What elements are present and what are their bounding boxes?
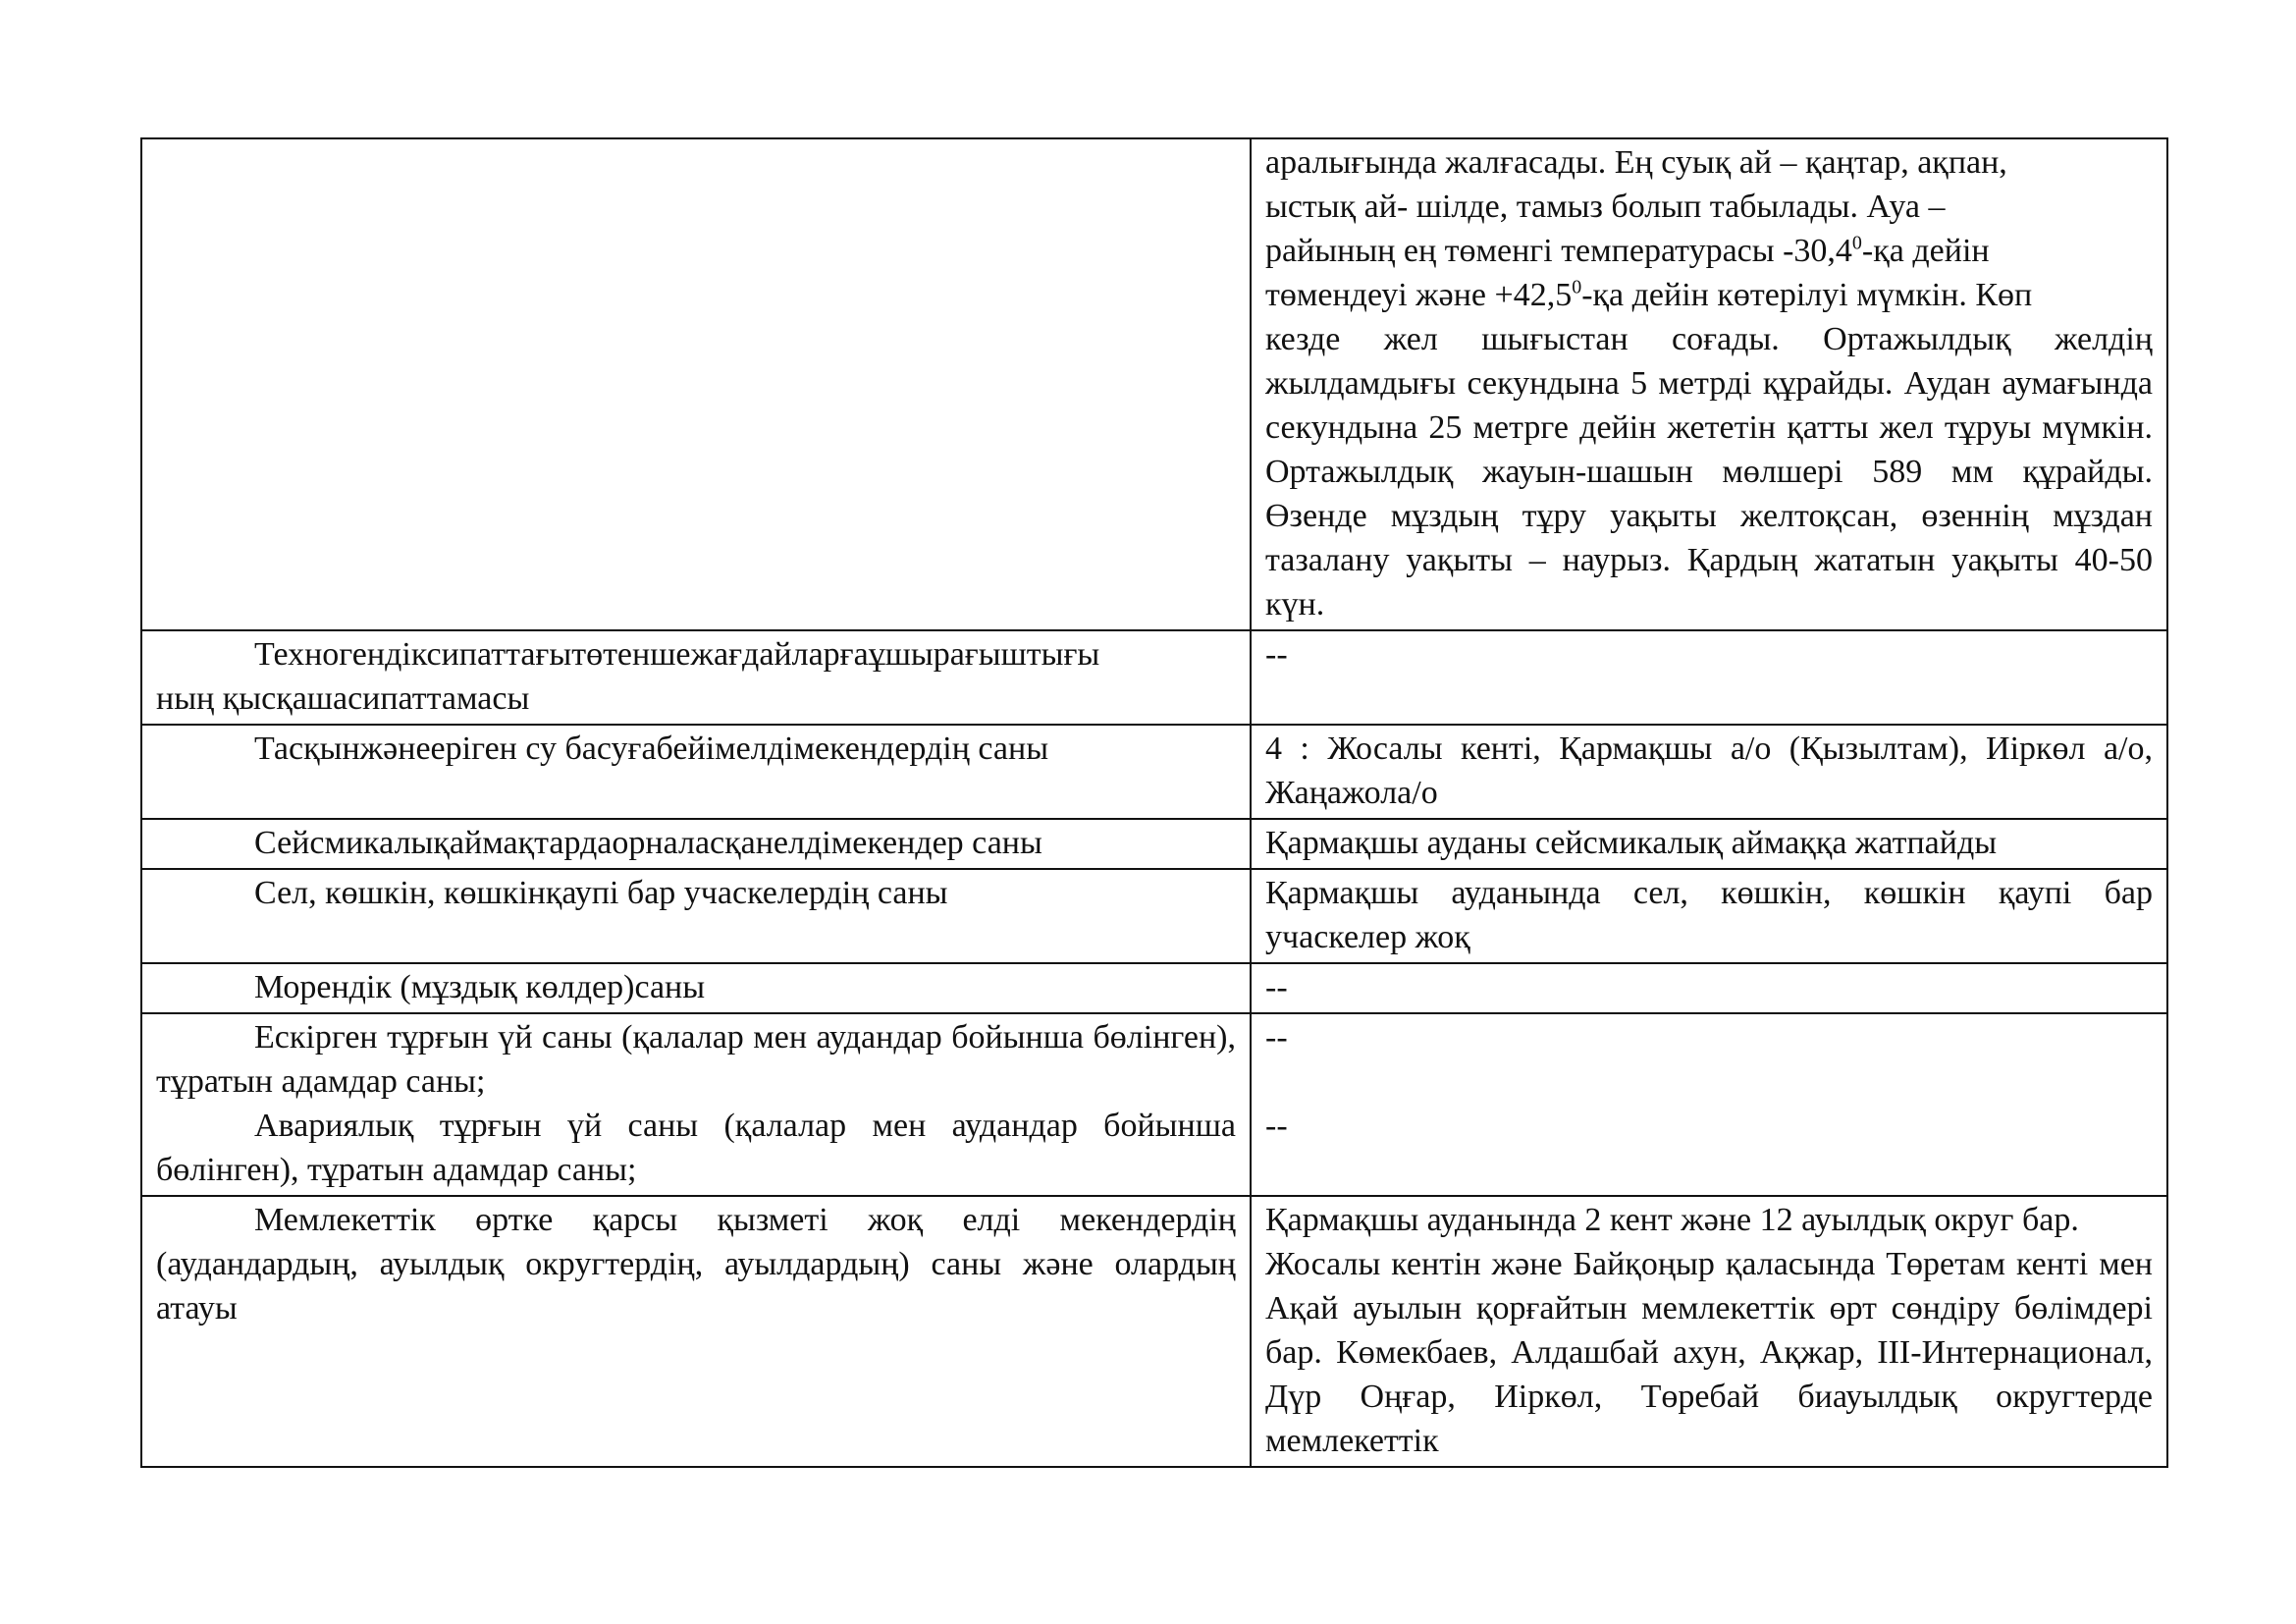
table-row <box>141 963 2167 1013</box>
table-row <box>141 630 2167 725</box>
table-row <box>141 1013 2167 1196</box>
row-value-cell: 4 : Жосалы кенті, Қармақшы а/о (Қызылтам), Иіркөл а/о, Жаңажола/о <box>1251 725 2167 819</box>
row-value-cell <box>1251 1013 2167 1196</box>
row-value: Жосалы кентін және Байқоңыр қаласында Төретам кенті мен Ақай ауылын қорғайтын мемлекеттік өрт сөндіру бөлімдері бар. Көмекбаев, Алдашбай ахун, Ақжар, ІІІ-Интернационал, Дүр Оңғар, Иіркөл, Төребай биауылдық округтерде мемлекеттік <box>1265 1246 2153 1459</box>
table-row <box>141 725 2167 819</box>
temp-text: -қа дейін <box>1861 233 1990 269</box>
degree-superscript: 0 <box>1851 232 1862 254</box>
climate-temp-line <box>1265 229 2153 273</box>
hazard-info-table <box>140 137 2168 1468</box>
row-value: -- <box>1265 1108 1288 1144</box>
row-label: Морендік (мұздық көлдер)саны <box>254 969 706 1005</box>
row-label: Мемлекеттік өртке қарсы қызметі жоқ елді мекендердің (аудандардың, ауылдық округтердің, ауылдардың) саны және олардың атауы <box>156 1202 1236 1326</box>
row-label: Ескірген тұрғын үй саны (қалалар мен аудандар бойынша бөлінген), тұратын адамдар саны; <box>156 1019 1236 1100</box>
climate-line: ыстық ай- шілде, тамыз болып табылады. Ауа – <box>1265 189 1946 225</box>
row-label: Сейсмикалықаймақтардаорналасқанелдімекендер саны <box>254 825 1042 861</box>
table-cell-empty <box>141 138 1251 630</box>
row-value-cell: Қармақшы ауданында сел, көшкін, көшкін қаупі бар учаскелер жоқ <box>1251 869 2167 963</box>
climate-description-cell <box>1251 138 2167 630</box>
row-label: Тасқынжәнееріген су басуғабейімелдімекендердің саны <box>254 731 1049 767</box>
row-value: Қармақшы ауданында 2 кент және 12 ауылдық округ бар. <box>1265 1202 2079 1238</box>
table-row <box>141 869 2167 963</box>
temp-text: төмендеуі және +42,5 <box>1265 277 1573 313</box>
spacer <box>1265 1059 2153 1104</box>
row-value-cell: -- <box>1251 630 2167 725</box>
climate-line: аралығында жалғасады. Ең суық ай – қаңтар, ақпан, <box>1265 144 2007 181</box>
row-label: Техногендіксипаттағытөтеншежағдайларғаұшырағыштығы <box>254 636 1100 673</box>
row-label: Сел, көшкін, көшкінқаупі бар учаскелердің саны <box>254 875 948 911</box>
row-label-cell <box>141 630 1251 725</box>
temp-text: райының ең төменгі температурасы -30,4 <box>1265 233 1852 269</box>
climate-temp-line <box>1265 273 2153 317</box>
row-value-cell: -- <box>1251 963 2167 1013</box>
row-value-cell: Қармақшы ауданы сейсмикалық аймаққа жатпайды <box>1251 819 2167 869</box>
degree-superscript: 0 <box>1572 276 1582 298</box>
row-value-cell <box>1251 1196 2167 1467</box>
row-label-cell <box>141 1013 1251 1196</box>
table-row <box>141 1196 2167 1467</box>
row-label-cell <box>141 1196 1251 1467</box>
temp-text: -қа дейін көтерілуі мүмкін. Көп <box>1581 277 2033 313</box>
row-label: ның қысқашасипаттамасы <box>156 680 530 717</box>
row-label-cell <box>141 819 1251 869</box>
table-row <box>141 819 2167 869</box>
row-label-cell <box>141 963 1251 1013</box>
row-label: Авариялық тұрғын үй саны (қалалар мен аудандар бойынша бөлінген), тұратын адамдар саны; <box>156 1108 1236 1188</box>
row-label-cell <box>141 725 1251 819</box>
row-label-cell <box>141 869 1251 963</box>
climate-text: кезде жел шығыстан соғады. Ортажылдық желдің жылдамдығы секундына 5 метрді құрайды. Аудан аумағында секундына 25 метрге дейін жететін қатты жел тұруы мүмкін. Ортажылдық жауын-шашын мөлшері 589 мм құрайды. Өзенде мұздың тұру уақыты желтоқсан, өзеннің мұздан тазалану уақыты – наурыз. Қардың жататын уақыты 40-50 күн. <box>1265 321 2153 623</box>
row-value: -- <box>1265 1019 1288 1056</box>
table-row <box>141 138 2167 630</box>
